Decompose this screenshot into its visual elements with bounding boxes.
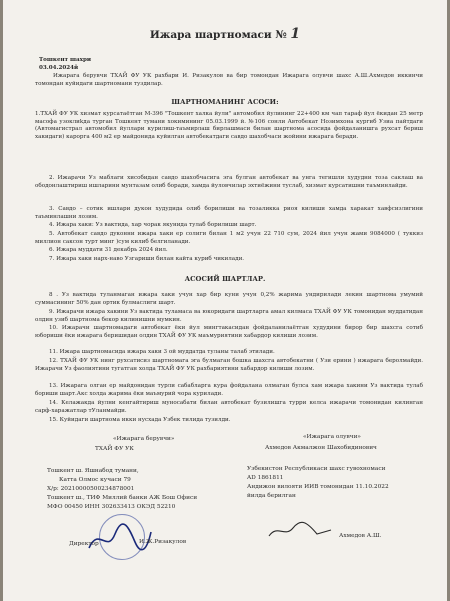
section1-item: 7. Ижара хаки нарх-наво Узгариши билан кайта куриб чикилади. xyxy=(49,256,245,262)
title-text: Ижара шартномаси № xyxy=(149,29,287,41)
lessor-bank: Тошкент ш., ТИФ Миллий банки АЖ Бош Офиси xyxy=(47,495,198,501)
lessor-address-line: Катта Олмос кучаси 79 xyxy=(59,477,131,483)
lessor-name: ТХАЙ ФУ УК xyxy=(95,446,134,452)
intro-paragraph: Ижарага берувчи ТХАЙ ФУ УК рахбари И. Ризакулов ва бир томондан Ижарага олувчи шахс А.Ш.Ахмедов иккинчи томондан куйидаги шартномани туздилар. xyxy=(35,73,423,87)
section2-item: 8 . Уз вактида туланмаган ижара хаки учун хар бир куни учун 0,2% жарима ундирилади лекин шартнома умумий суммасининг 50% дан ортик булмаслиги шарт. xyxy=(35,292,423,306)
lessee-sign-name: Ахмедов А.Ш. xyxy=(339,533,382,539)
lessor-account: Х/р: 20210000500234878001 xyxy=(47,486,135,492)
contract-date: 03.04.2024й xyxy=(39,65,79,71)
lessor-codes: МФО 00450 ИНН 302633413 ОКЭД 52210 xyxy=(47,504,176,510)
contract-page xyxy=(3,0,447,601)
lessee-name: Ахмедов Акмалжон Шахобидинович xyxy=(265,445,377,451)
section2-item: 15. Куйидаги шартнома икки нусхада Узбек тилида тузилди. xyxy=(49,417,231,423)
section1-item: 3. Савдо – сотик ишлари дукон худудида олиб борилиши ва тозаликка риоя килиши хамда харакат хавфсизлигини таъминлашни лозим. xyxy=(35,206,423,220)
lessor-label: «Ижарага берувчи» xyxy=(113,436,175,442)
city: Тошкент шахри xyxy=(39,57,92,63)
contract-number: 1 xyxy=(290,26,301,42)
lessor-address-line: Тошкент ш. Яшнабод тумани, xyxy=(47,468,139,474)
section1-title: ШАРТНОМАНИНГ АСОСИ: xyxy=(171,98,279,106)
section2-title: АСОСИЙ ШАРТЛАР. xyxy=(184,275,266,283)
section1-item: 6. Ижара муддати 31 декабрь 2024 йил. xyxy=(49,247,168,253)
section2-item: 12. ТХАЙ ФУ УК нинг рухсатисиз шартномага эга булмаган бошка шахсга автобекатни ( Узи ерини ) ижарага беролмайди. Ижарачи Уз фаолиятини тугатган холда ТХАЙ ФУ УК рахбариятини хабардор килиши лозим. xyxy=(35,358,423,372)
section2-item: 13. Ижарага олган ер майдонидан турли сабабларга кура фойдалана олмаган булса хам ижара хакини Уз вактида тулаб бориши шарт.Акс холда жарима ёки маъмурий чора курилади. xyxy=(35,383,423,397)
lessee-id-issuer: Андижон вилояти ИИВ томонидан 11.10.2022 xyxy=(247,484,389,490)
lessee-label: «Ижарага олувчи» xyxy=(303,434,361,440)
section1-item: 4. Ижара хаки: Уз вактида, хар чорак якунида тулаб борилиши шарт. xyxy=(49,222,257,228)
lessee-id-line: Узбекистон Республикаси шахс гувохномаси xyxy=(247,466,386,472)
section1-item: 1.ТХАЙ ФУ УК хизмат курсатаётган М-396 "Тошкент халка йули" автомобил йулининг 22+400 км чап тараф йул ёкидан 25 метр масофа узоклиkда турган Тошкент тумани хокимининг 05.03.1999 й. №106 сонли Автобекат Нозимхона кургиб Узиа пайтдаги (Автомагистрал автомобил йуллари курилиш-таъмирлаш бирлашмаси билан шартнома асосида фойдаланишга рухсат бериш хакидаги) карорга 400 м2 ер майдонида куйилган автобекатдаги савдо шахобчаси жойини ижарага беради. xyxy=(35,111,423,141)
lessee-id-issued: йилда берилган xyxy=(247,493,296,499)
section1-item: 5. Автобекат савдо дуконни ижара хаки ер солиги билан 1 м2 учун 22 710 сум, 2024 йил учун жами 9084000 ( туккиз миллион саксон турт минг )сум килиб белгиланади. xyxy=(35,231,423,245)
section1-item: 2. Ижарачи Уз маблаги хисобидан савдо шахобчасига эга булган автобекат ва унга тегишли худудни тоза саклаш ва ободонлаштириш ишларини мунтазам олиб боради, хамда йуловчилар эхтиёжини туслаб, хизмат курсатишни таъминлайди. xyxy=(35,175,423,189)
director-label: Директор xyxy=(69,541,99,547)
lessee-signature xyxy=(265,520,335,542)
lessee-id-number: AD 1861811 xyxy=(247,475,284,481)
section2-item: 11. Ижара шартномасида ижара хаки 3 ой муддатда туланы талаб этилади. xyxy=(49,349,275,355)
section2-item: 9. Ижарачи ижара хакини Уз вактида туламаса ва юкоридаги шартларга амал килмаса ТХАЙ ФУ УК томонидан муддатидан олдин узиб шартнома бекор килинишни мумкин. xyxy=(35,309,423,323)
section2-item: 10. Ижарачи шартномадаги автобекат ёки йул мингтакасидан фойдаланилаётган худудини бирор бир шахсга сотиб юбориши ёки ижарага беришидан олдин ТХАЙ ФУ УК маъмуриятини хабардор килиши лозим. xyxy=(35,325,423,339)
document-title xyxy=(3,26,447,42)
section2-item: 14. Келажакда йулни кенгайтириш муносабати билан автобекат бузилишга турри келса ижарачи томонидан килинган сарф-харажатлар тУланмайди. xyxy=(35,400,423,414)
director-name: И.Ж.Ризакулов xyxy=(139,539,187,545)
